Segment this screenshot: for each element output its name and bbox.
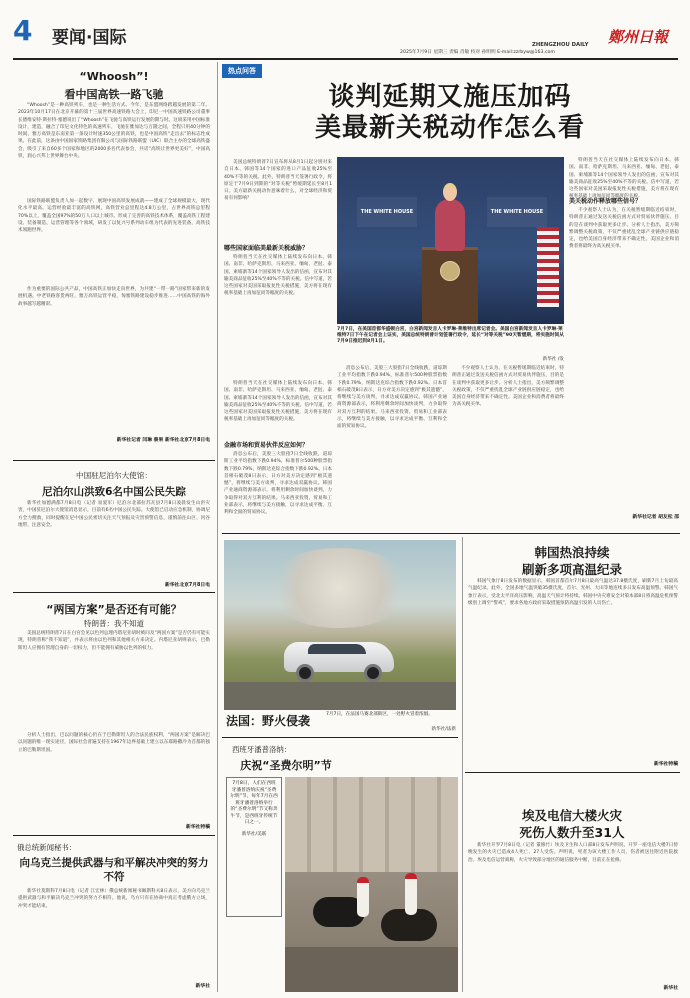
a4-body: 新华社莫斯科7月8日电（记者 江宏林）俄总统新闻秘书佩斯科夫8日表示，美方向乌克兰提供武器与和平解决乌克兰冲突的努力不相符。他说，乌方只有在协商中真正考虑俄方立场，冲突才能结束。 — [18, 889, 210, 909]
lead-photo-credit: 新华社 /发 — [542, 357, 564, 362]
lead-col1-body: 美国总统特朗普7日宣布将从8月1日起分别对来自日本、韩国等14个国家的进口产品征收25%至40%不等的关税。此外，特朗普当天签署行政令，将原定于7月9日到期的“对等关税”暂缓期延长至8月1日。美方最新关税动作意味着什么，对全球经济和贸易有何影响？ — [224, 160, 332, 202]
a3-body-1: 美国总统特朗普7日在白宫会见以色列总理内塔尼亚胡时被问及“两国方案”是否仍有可能实现，特朗普称“我不知道”，并表示将由以色列和其他相关方来决定。内塔尼亚胡则表示，巴勒斯坦人应拥有管理自身的一切权力，但不能拥有威胁以色列的权力。 — [18, 631, 210, 651]
flag — [537, 227, 559, 307]
a2-body: 新华社加德满都7月8日电（记者 易爱军）尼泊尔北部拉苏瓦县7月8日凌晨发生山洪灾害，中国驻尼泊尔大使馆消息显示，目前有6名中国公民失踪。大使馆已启动应急机制，协调尼方全力搜救，同时提醒在尼中国公民密切关注天气预报及灾害预警信息，谨慎前往山区、河谷地带，注意安全。 — [18, 501, 210, 528]
date-line: 2025年7月9日 星期三 责编 肖敏 校对 孙明明 E-mail:zzrbyw@163.com — [400, 50, 555, 55]
sp-caption: 7月8日，人们在西班牙潘普洛纳庆祝“圣费尔明”节。每年7月在西班牙潘普洛纳举行的“圣费尔明”节又称奔牛节，是西班牙传统节日之一。 — [230, 781, 278, 825]
a1-body-1: “Whoosh”是一种高铁列车，也是一种生活方式。今年，是东盟网络跨越发展的第二年。2023年10月17日在北京开幕的第十三届世界高速铁路大会上，印尼一中国高速铁路公司董事长德维安特·斯拉特·塞德说出了“Whoosh”在飞驰与高铁运行发展的期与时。这项采用中国标准设计，建造，融合了印尼文化特色的高速列车，飞驰在雅加达与万隆之间，全程只用40分钟的时间，雅万高铁是东南亚第一条设计时速350公里的高铁，也是中国高铁“走出去”的标志性成果。在此前，这条由中国国家铁路集团有限公司与国际铁路联盟（UIC）联合主办的全球高铁盛会，吸引了来自60多个国家和地区的2000多名代表参会，共话“高铁让世界更美好”，中国高铁，润心兴邦上世界舞台中央。 — [18, 103, 210, 160]
road — [224, 682, 456, 710]
rule-a1 — [13, 460, 215, 461]
a3-title: “两国方案”是否还有可能？ — [46, 603, 182, 616]
wildfire-photo — [224, 540, 456, 710]
col-divider-2 — [462, 537, 463, 992]
fr-credit: 新华社/法新 — [431, 727, 456, 732]
rule-lead — [222, 533, 680, 534]
car-wheel-rear — [364, 664, 382, 682]
bull-run-photo — [285, 777, 458, 992]
sp-kicker: 西班牙潘普洛纳： — [232, 745, 292, 754]
a4-byline: 新华社 — [195, 984, 210, 989]
podium — [422, 247, 478, 324]
lead-photo-caption: 7月7日，在美国首都华盛顿白宫，白宫新闻发言人卡罗琳·莱维特出席记者会。美国白宫新闻发言人卡罗琳·莱维特7日下午在记者会上证实，美国总统特朗普计划签署行政令，延长“对等关税”90天暂缓期，将实施时间从7月9日推迟到8月1日。 — [337, 327, 564, 345]
kr-body: 韩国气象厅8日发布的数据显示，韩国首都首尔7月8日最高气温达37.8摄氏度，刷新7月上旬最高气温纪录。此外，全国多地气温突破35摄氏度，首尔、光州、大田等地连续多日发布高温预警。韩国气象厅表示，受北太平洋高压影响，高温天气预计将持续。韩国中央灾难安全对策本部8日将高温危机预警级别上调至“警戒”，要求各地方政府采取措施预防高温引发的人员伤亡。 — [468, 579, 678, 606]
lead-col3-body: 消息公布后，美股三大股指7日全线收跌，道琼斯工业平均指数下跌0.94%，标准普尔500种股票指数下跌0.79%，纳斯达克综合指数下跌0.92%。日本首相石破茂8日表示，日方对美方决定感到“极其遗憾”，将继续与美方谈判，寻求达成双赢协议。韩国产业通商资源部表示，将利用剩余时间加快谈判，力争取得对双方互利的结果。马来西亚投资、贸易和工业部表示，将继续与美方接触，以寻求达成平衡、互利和全面的贸易协议。 — [337, 366, 447, 430]
podium-seal-icon — [440, 261, 460, 281]
runner-2 — [405, 873, 417, 915]
building — [285, 777, 458, 872]
lead-q3: 美关税动作释放哪些信号？ — [569, 198, 642, 205]
kr-byline: 新华社特稿 — [654, 762, 678, 767]
col-divider — [217, 62, 218, 992]
sp-caption-box — [226, 777, 282, 917]
wh-sign: THE WHITE HOUSE — [357, 197, 417, 227]
lead-title-2: 美最新关税动作怎么看 — [314, 113, 585, 143]
speaker-figure — [435, 199, 465, 251]
car-wheel-front — [296, 664, 314, 682]
whitehouse-photo — [337, 157, 564, 324]
eg-title-2: 死伤人数升至31人 — [519, 825, 625, 840]
section-tag: 热点问答 — [222, 64, 262, 78]
lead-col2-body: 特朗普当天在社交媒体上陆续发布向日本、韩国、南非、哈萨克斯坦、马来西亚、缅甸、老挝、泰国、柬埔寨等14个国家领导人发出的信函，宣布对其输美商品征收25%至40%不等的关税。信中写道，若这些国家对美国采取报复性关税措施，美方将在现有税率基础上再加征同等幅度的关税。 — [224, 381, 332, 423]
a1-body-3: 作为重要的国际公共产品，中国高铁正加快走向世界，为共建“一带一路”国家带来新的发展机遇。中老铁路客货两旺，雅万高铁运营平稳，匈塞铁路建设稳步推进……中国高铁的海外故事越写越精彩。 — [18, 287, 210, 307]
section-name: 要闻·国际 — [52, 28, 127, 48]
lead-q2: 金融市场和贸易伙伴反应如何？ — [224, 442, 309, 449]
lead-byline: 新华社记者 胡友松 邵 — [632, 515, 679, 520]
kr-title-1: 韩国热浪持续 — [534, 545, 610, 560]
a2-byline: 新华社北京7月8日电 — [164, 583, 210, 588]
a4-kicker: 俄总统新闻秘书： — [17, 843, 77, 852]
speaker-head — [443, 183, 457, 201]
a1-body-2: 国际铁路联盟负责人加一起数字，展现中国高铁发展成就——建成了全球规模最大，现代化水平最高、运营经验最丰富的高铁网，高铁营业总里程达4.8万公里，占世界高铁总里程70%以上，覆盖全国97%的50万人口以上城市。形成了完善的高铁技术体系，覆盖高铁工程建设、装备制造、运营管理等各个领域，研发了以复兴号系列动车组为代表的先进装备，高铁技术领跑世界。 — [18, 199, 210, 234]
a1-kicker: “Whoosh”! — [79, 70, 149, 83]
kr-title-2: 刷新多项高温纪录 — [521, 562, 622, 577]
fr-caption: 7月7日，在法国马赛北部街区，一处野火冒着浓烟。 — [326, 712, 433, 717]
runner-1 — [357, 877, 369, 917]
lead-title-1: 谈判延期又施压加码 — [328, 82, 572, 112]
eg-body: 新华社开罗7月8日电（记者 董修竹）埃及卫生和人口部8日发布声明说，开罗一座电信大楼7日傍晚发生的火灾已造成4人死亡、27人受伤。声明说，死者为该大楼工作人员，伤者被送往附近医院救治。埃及电信运营商称，火灾导致部分地区的通信服务中断，目前正在抢修。 — [468, 843, 678, 863]
a3-body-2: 分析人士指出，巴以问题的核心仍在于巴勒斯坦人的合法民族权利，“两国方案”是解决巴以问题的唯一现实途径，国际社会普遍支持在1967年边界基础上建立以东耶路撒冷为首都的独立的巴勒斯坦国。 — [18, 733, 210, 753]
a2-kicker: 中国驻尼泊尔大使馆： — [76, 471, 152, 480]
sp-title: 庆祝“圣费尔明”节 — [240, 759, 332, 772]
a2-title: 尼泊尔山洪致6名中国公民失踪 — [42, 486, 186, 498]
car-window — [308, 644, 366, 654]
rule-kr — [465, 772, 680, 773]
a3-byline: 新华社特稿 — [186, 825, 210, 830]
lead-q1: 哪些国家面临美最新关税威胁？ — [224, 245, 309, 252]
a4-title: 向乌克兰提供武器与和平解决冲突的努力不符 — [19, 857, 209, 883]
sp-credit: 新华社/美联 — [241, 831, 267, 837]
paper-en: ZHENGZHOU DAILY — [532, 42, 589, 48]
fr-title: 法国：野火侵袭 — [226, 714, 311, 728]
wh-sign-2: THE WHITE HOUSE — [487, 197, 547, 227]
eg-title-1: 埃及电信大楼火灾 — [521, 808, 622, 823]
a1-byline: 新华社记者 闫琳 蔡果 新华社北京7月8日电 — [116, 438, 210, 443]
rule-fr — [222, 737, 458, 738]
lead-col2-body-2: 消息公布后，美股三大股指7日全线收跌，道琼斯工业平均指数下跌0.94%，标准普尔500种股票指数下跌0.79%，纳斯达克综合指数下跌0.92%。日本首相石破茂8日表示，日方对美方决定感到“极其遗憾”，将继续与美方谈判，寻求达成双赢协议。韩国产业通商资源部表示，将利用剩余时间加快谈判，力争取得对双方互利的结果。马来西亚投资、贸易和工业部表示，将继续与美方接触，以寻求达成平衡、互利和全面的贸易协议。 — [224, 452, 332, 516]
a3-subtitle: 特朗普：我不知道 — [84, 619, 144, 628]
lead-col4-body: 不少观察人士认为，在关税暂缓期临近结束时，特朗普正通过发送关税信函方式对贸易伙伴施压，目的是在谈判中获取更多让步。分析人士指出，美方频繁调整关税政策，不仅严重扰乱全球产业链供应链稳定，也给美国自身经济带来不确定性。美国企业和消费者将最终为高关税买单。 — [452, 366, 564, 408]
a1-title: 看中国高铁一路飞驰 — [64, 88, 164, 101]
eg-byline: 新华社 — [663, 986, 678, 991]
rule-a2 — [13, 592, 215, 593]
smoke — [264, 548, 414, 628]
lead-col5-body: 特朗普当天在社交媒体上陆续发布向日本、韩国、南非、哈萨克斯坦、马来西亚、缅甸、老挝、泰国、柬埔寨等14个国家领导人发出的信函，宣布对其输美商品征收25%至40%不等的关税。信中写道，若这些国家对美国采取报复性关税措施，美方将在现有税率基础上再加征同等幅度的关税。 — [569, 158, 679, 200]
street — [285, 947, 458, 992]
lead-col5-body-2: 不少观察人士认为，在关税暂缓期临近结束时，特朗普正通过发送关税信函方式对贸易伙伴施压，目的是在谈判中获取更多让步。分析人士指出，美方频繁调整关税政策，不仅严重扰乱全球产业链供应链稳定，也给美国自身经济带来不确定性。美国企业和消费者将最终为高关税买单。 — [569, 208, 679, 250]
logo: 鄭州日報 — [608, 28, 669, 46]
page-number: 4 — [13, 14, 33, 47]
lead-col1-body-2: 特朗普当天在社交媒体上陆续发布向日本、韩国、南非、哈萨克斯坦、马来西亚、缅甸、老挝、泰国、柬埔寨等14个国家领导人发出的信函，宣布对其输美商品征收25%至40%不等的关税。信中写道，若这些国家对美国采取报复性关税措施，美方将在现有税率基础上再加征同等幅度的关税。 — [224, 255, 332, 297]
header-rule — [13, 58, 678, 60]
rule-a3 — [13, 835, 215, 836]
